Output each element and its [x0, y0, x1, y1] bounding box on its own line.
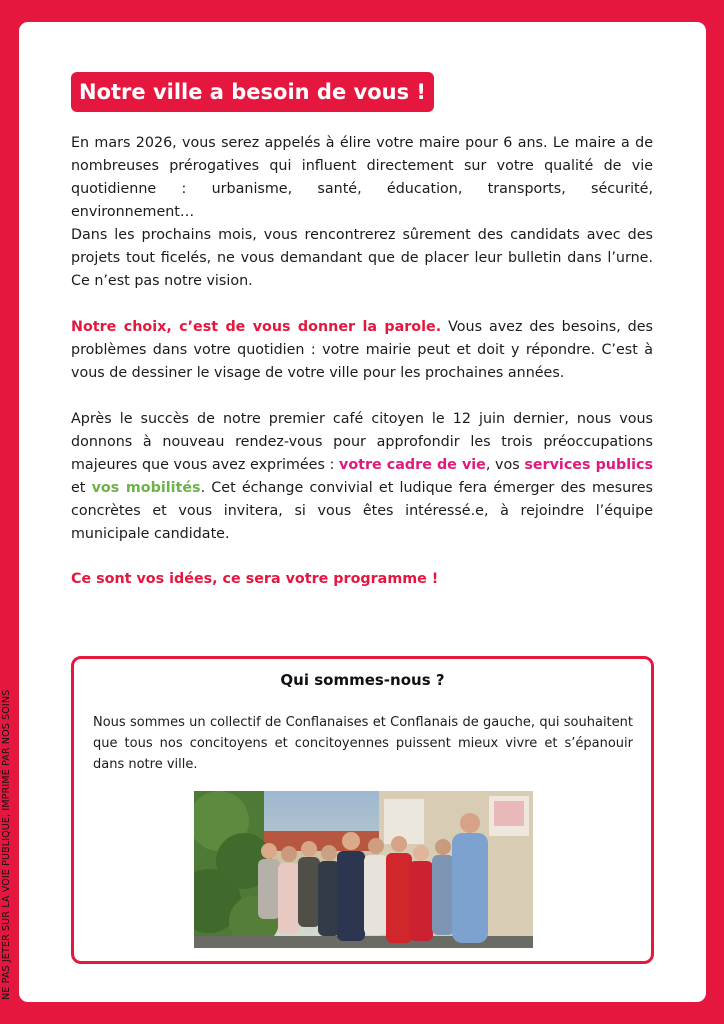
flyer-page: [19, 22, 706, 1002]
topic-services-publics: services publics: [524, 457, 653, 473]
closing-slogan: Ce sont vos idées, ce sera votre programme !: [71, 571, 439, 587]
intro-paragraph-3: [71, 316, 653, 385]
about-title: Qui sommes-nous ?: [280, 671, 445, 689]
intro-paragraph-1: En mars 2026, vous serez appelés à élire votre maire pour 6 ans. Le maire a de nombreuses prérogatives qui influent directement sur votre qualité de vie quotidienne : urbanisme, santé, éducation, transports, sécurité, environnement…: [71, 135, 653, 220]
group-photo: [194, 791, 533, 948]
about-text: Nous sommes un collectif de Conflanaises et Conflanais de gauche, qui souhaitent que tous nos concitoyens et concitoyennes puissent mieux vivre et s’épanouir dans notre ville.: [93, 715, 633, 772]
intro-paragraph-2: Dans les prochains mois, vous rencontrerez sûrement des candidats avec des projets tout ficelés, ne vous demandant que de placer leur bulletin dans l’urne. Ce n’est pas notre vision.: [71, 227, 653, 289]
intro-paragraph-4: [71, 408, 653, 546]
cafe-text-end: . Cet échange convivial et ludique fera émerger des mesures concrètes et vous invitera, si vous êtes intéressé.e, à rejoindre l’équipe municipale candidate.: [71, 480, 653, 542]
topic-separator-1: , vos: [485, 457, 525, 473]
topic-separator-2: et: [71, 480, 92, 496]
legal-notice: NE PAS JETER SUR LA VOIE PUBLIQUE, IMPRIMÉ PAR NOS SOINS: [1, 689, 12, 1000]
about-box: [71, 656, 654, 964]
choice-highlight: Notre choix, c’est de vous donner la parole.: [71, 319, 442, 335]
topic-mobilites: vos mobilités: [91, 480, 201, 496]
page-title: Notre ville a besoin de vous !: [71, 72, 434, 112]
choice-text: Vous avez des besoins, des problèmes dans votre quotidien : votre mairie peut et doit y répondre. C’est à vous de dessiner le visage de votre ville pour les prochaines années.: [71, 319, 654, 381]
cafe-text-start: Après le succès de notre premier café citoyen le 12 juin dernier, nous vous donnons à nouveau rendez-vous pour approfondir les trois préoccupations majeures que vous avez exprimées :: [71, 411, 653, 473]
topic-cadre-de-vie: votre cadre de vie: [339, 457, 486, 473]
